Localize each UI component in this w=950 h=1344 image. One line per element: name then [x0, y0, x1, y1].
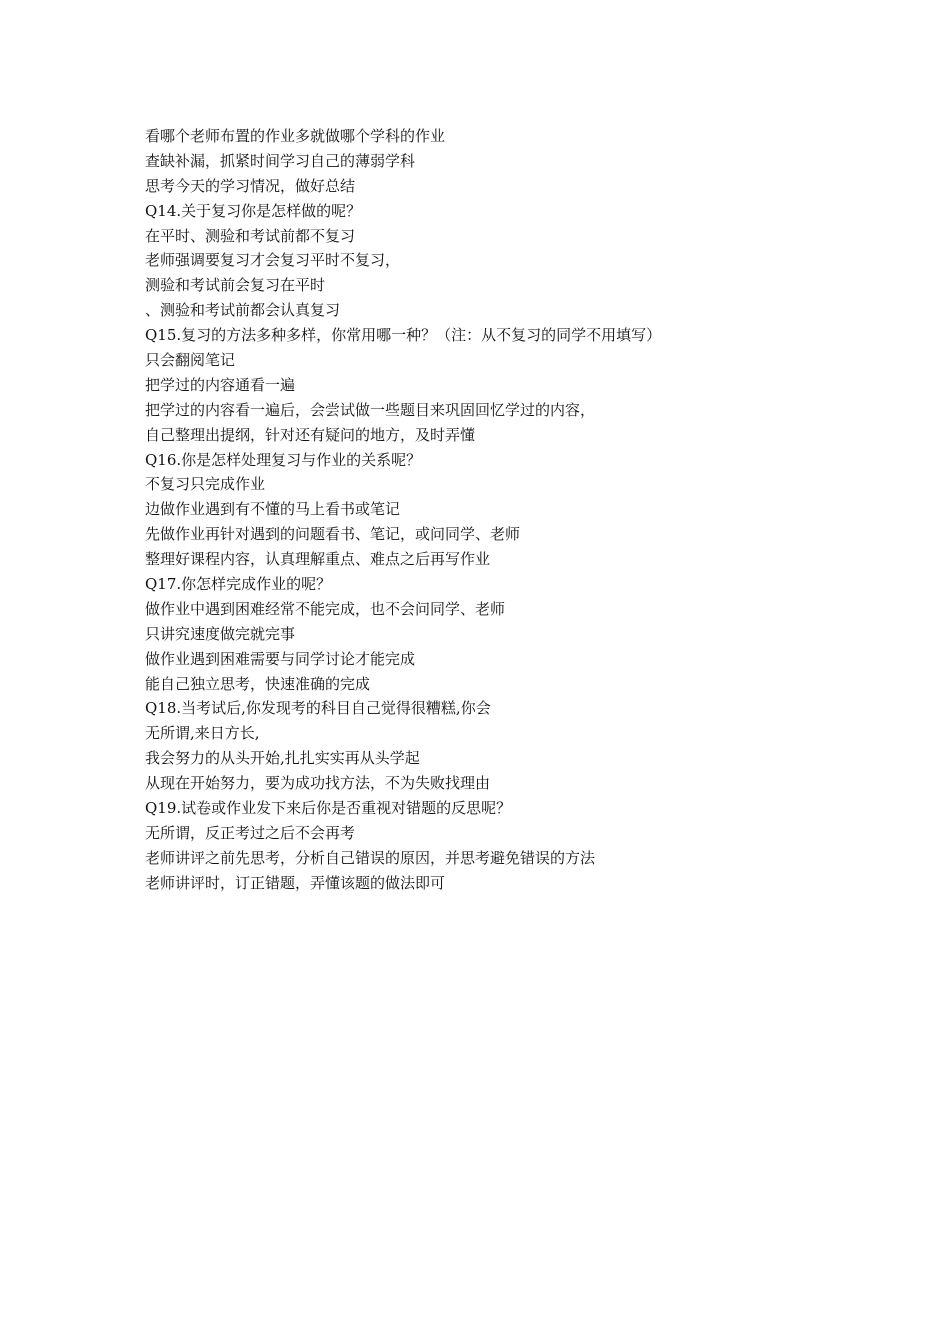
question-heading: Q17.你怎样完成作业的呢？	[145, 575, 332, 594]
text-line: 做作业遇到困难需要与同学讨论才能完成	[145, 649, 416, 668]
text-line: 无所谓，反正考过之后不会再考	[145, 823, 356, 842]
text-line: 把学过的内容通看一遍	[145, 375, 296, 394]
question-heading: Q14.关于复习你是怎样做的呢？	[145, 201, 362, 220]
text-line: 老师讲评时，订正错题，弄懂该题的做法即可	[145, 873, 446, 892]
text-line: 无所谓,来日方长,	[145, 724, 260, 743]
text-line: 把学过的内容看一遍后，会尝试做一些题目来巩固回忆学过的内容，	[145, 400, 596, 419]
text-line: 老师讲评之前先思考，分析自己错误的原因，并思考避免错误的方法	[145, 848, 596, 867]
text-line: 思考今天的学习情况，做好总结	[145, 176, 356, 195]
question-heading: Q18.当考试后,你发现考的科目自己觉得很糟糕,你会	[145, 699, 491, 718]
text-line: 先做作业再针对遇到的问题看书、笔记，或问同学、老师	[145, 525, 521, 544]
text-line: 只会翻阅笔记	[145, 351, 236, 370]
text-line: 、测验和考试前都会认真复习	[145, 301, 341, 320]
text-line: 做作业中遇到困难经常不能完成，也不会问同学、老师	[145, 599, 506, 618]
question-heading: Q15.复习的方法多种多样，你常用哪一种？（注：从不复习的同学不用填写）	[145, 326, 662, 345]
text-line: 从现在开始努力，要为成功找方法，不为失败找理由	[145, 774, 491, 793]
text-line: 在平时、测验和考试前都不复习	[145, 226, 356, 245]
text-line: 老师强调要复习才会复习平时不复习，	[145, 251, 401, 270]
question-heading: Q19.试卷或作业发下来后你是否重视对错题的反思呢？	[145, 799, 512, 818]
text-line: 不复习只完成作业	[145, 475, 266, 494]
text-line: 自己整理出提纲，针对还有疑问的地方，及时弄懂	[145, 425, 476, 444]
question-heading: Q16.你是怎样处理复习与作业的关系呢？	[145, 450, 422, 469]
text-line: 我会努力的从头开始,扎扎实实再从头学起	[145, 749, 420, 768]
document-page	[145, 124, 905, 896]
text-line: 边做作业遇到有不懂的马上看书或笔记	[145, 500, 401, 519]
text-line: 查缺补漏，抓紧时间学习自己的薄弱学科	[145, 151, 416, 170]
text-line: 看哪个老师布置的作业多就做哪个学科的作业	[145, 127, 446, 145]
text-line: 整理好课程内容，认真理解重点、难点之后再写作业	[145, 550, 491, 569]
text-line: 只讲究速度做完就完事	[145, 624, 296, 643]
text-line: 能自己独立思考，快速准确的完成	[145, 674, 371, 693]
text-line: 测验和考试前会复习在平时	[145, 276, 326, 295]
